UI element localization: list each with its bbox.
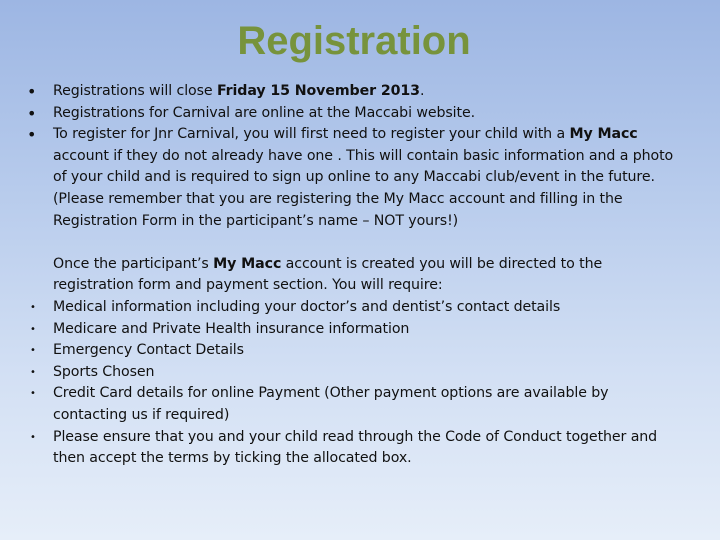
bullet-icon: • — [27, 82, 37, 101]
bullet-icon: • — [30, 366, 36, 378]
bullet-icon: • — [27, 103, 37, 123]
list-item: • Medical information including your doctor’s and dentist’s contact details — [0, 297, 720, 319]
bullet-icon: • — [30, 345, 36, 357]
list-item: • To register for Jnr Carnival, you will first need to register your child with a My Macc account if they do not already have one . This will contain basic information and a photo of your child and is required to sign up online to any Maccabi club/event in the future. (Please remember that you are registering the My Macc account and filling in the Registration Form in the participant’s name – NOT yours!) — [27, 125, 674, 229]
bullet-icon: • — [30, 388, 36, 400]
bullet-icon: • — [27, 125, 37, 145]
list-item: • Credit Card details for online Payment (Other payment options are available by contacting us if required) — [30, 385, 609, 423]
bullet-icon: • — [30, 301, 36, 313]
list-item: • Medicare and Private Health insurance information — [0, 319, 720, 341]
list-item: • Registrations for Carnival are online at the Maccabi website. — [27, 103, 475, 123]
intro-paragraph: Once the participant’s My Macc account is created you will be directed to the registration form and payment section. You will require: — [53, 255, 603, 294]
list-item: • Emergency Contact Details — [0, 340, 720, 362]
content-list — [0, 81, 720, 470]
bullet-icon: • — [30, 431, 36, 443]
list-item: • Please ensure that you and your child read through the Code of Conduct together and then accept the terms by ticking the allocated box. — [30, 428, 658, 467]
list-item: • Sports Chosen — [0, 362, 720, 384]
bullet-icon: • — [30, 323, 36, 335]
spacer — [0, 232, 720, 254]
slide-title: Registration — [237, 19, 471, 63]
list-item: • Registrations will close Friday 15 November 2013. — [27, 82, 425, 101]
